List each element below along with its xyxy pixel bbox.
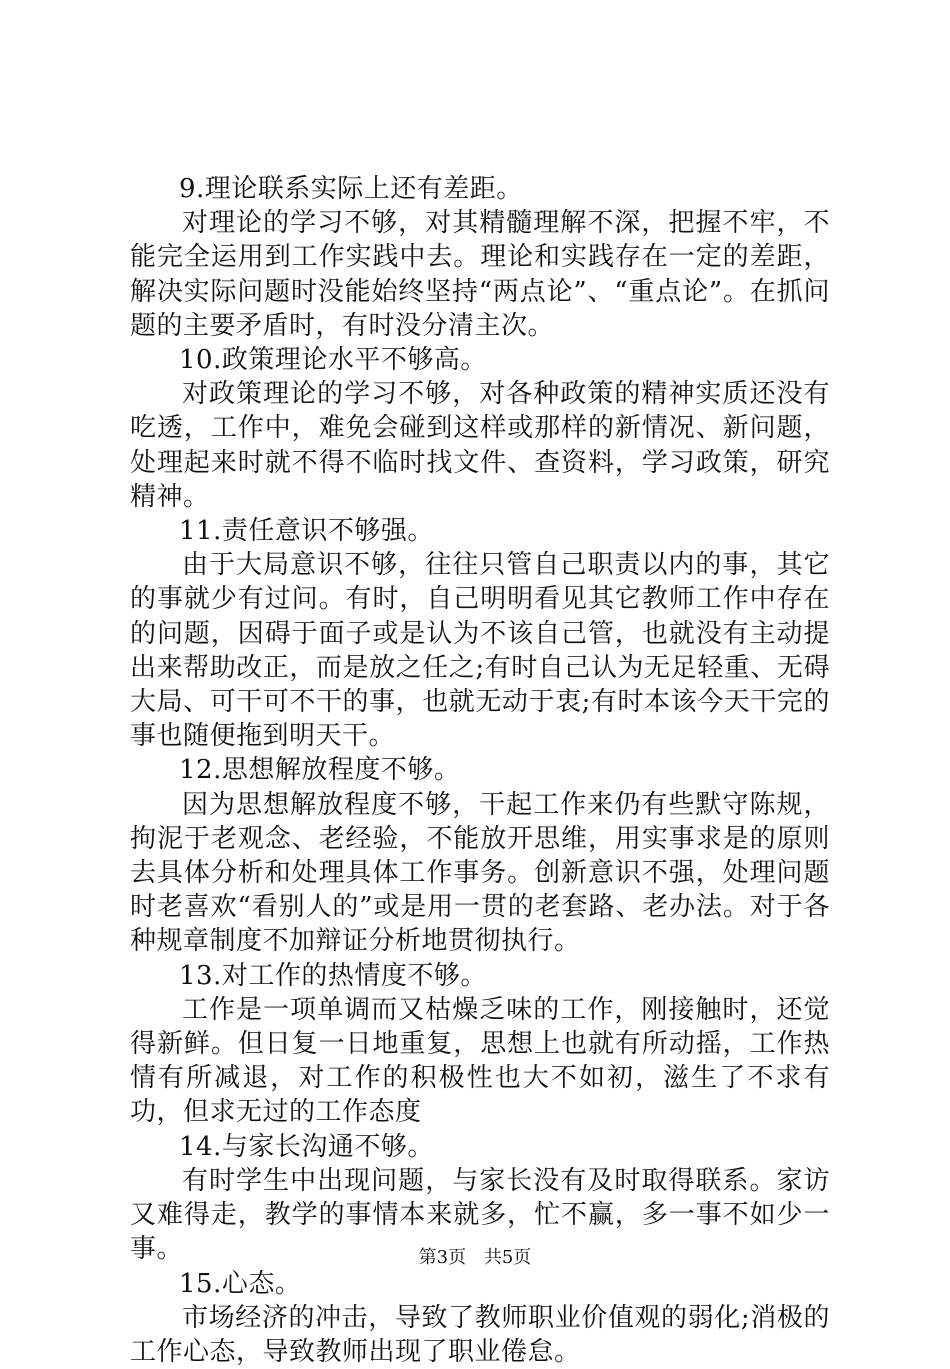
- section-paragraph: 因为思想解放程度不够，干起工作来仍有些默守陈规，拘泥于老观念、老经验，不能放开思维，用实事求是的原则去具体分析和处理具体工作事务。创新意识不强，处理问题时老喜欢“看别人的”或是用一贯的老套路、老办法。对于各种规章制度不加辩证分析地贯彻执行。: [130, 789, 830, 957]
- section-paragraph: 有时学生中出现问题，与家长没有及时取得联系。家访又难得走，教学的事情本来就多，忙不赢，多一事不如少一事。: [130, 1165, 830, 1265]
- section-paragraph: 对理论的学习不够，对其精髓理解不深，把握不牢，不能完全运用到工作实践中去。理论和实践存在一定的差距，解决实际问题时没能始终坚持“两点论”、“重点论”。在抓问题的主要矛盾时，有时没分清主次。: [130, 208, 830, 341]
- document-body: [130, 172, 830, 1369]
- section-heading: 10.政策理论水平不够高。: [179, 345, 487, 376]
- section-heading: 14.与家长沟通不够。: [179, 1131, 434, 1162]
- section-paragraph: 由于大局意识不够，往往只管自己职责以内的事，其它的事就少有过问。有时，自己明明看见其它教师工作中存在的问题，因碍于面子或是认为不该自己管，也就没有主动提出来帮助改正，而是放之任之;有时自己认为无足轻重、无碍大局、可干可不干的事，也就无动于衷;有时本该今天干完的事也随便拖到明天干。: [130, 550, 830, 752]
- section-paragraph: 对政策理论的学习不够，对各种政策的精神实质还没有吃透，工作中，难免会碰到这样或那样的新情况、新问题，处理起来时就不得不临时找文件、查资料，学习政策，研究精神。: [130, 379, 830, 512]
- page-footer: [0, 1246, 950, 1270]
- section-heading: 9.理论联系实际上还有差距。: [179, 174, 523, 204]
- page-total: 共5页: [483, 1247, 532, 1268]
- section-paragraph: 市场经济的冲击，导致了教师职业价值观的弱化;消极的工作心态，导致教师出现了职业倦怠。: [130, 1302, 830, 1367]
- section-paragraph: 工作是一项单调而又枯燥乏味的工作，刚接触时，还觉得新鲜。但日复一日地重复，思想上也就有所动摇，工作热情有所减退，对工作的积极性也大不如初，滋生了不求有功，但求无过的工作态度: [130, 994, 830, 1128]
- page-number: 第3页: [418, 1247, 467, 1268]
- section-heading: 12.思想解放程度不够。: [179, 755, 461, 786]
- section-heading: 15.心态。: [179, 1268, 302, 1299]
- section-heading: 13.对工作的热情度不够。: [179, 960, 487, 991]
- section-heading: 11.责任意识不够强。: [179, 516, 434, 547]
